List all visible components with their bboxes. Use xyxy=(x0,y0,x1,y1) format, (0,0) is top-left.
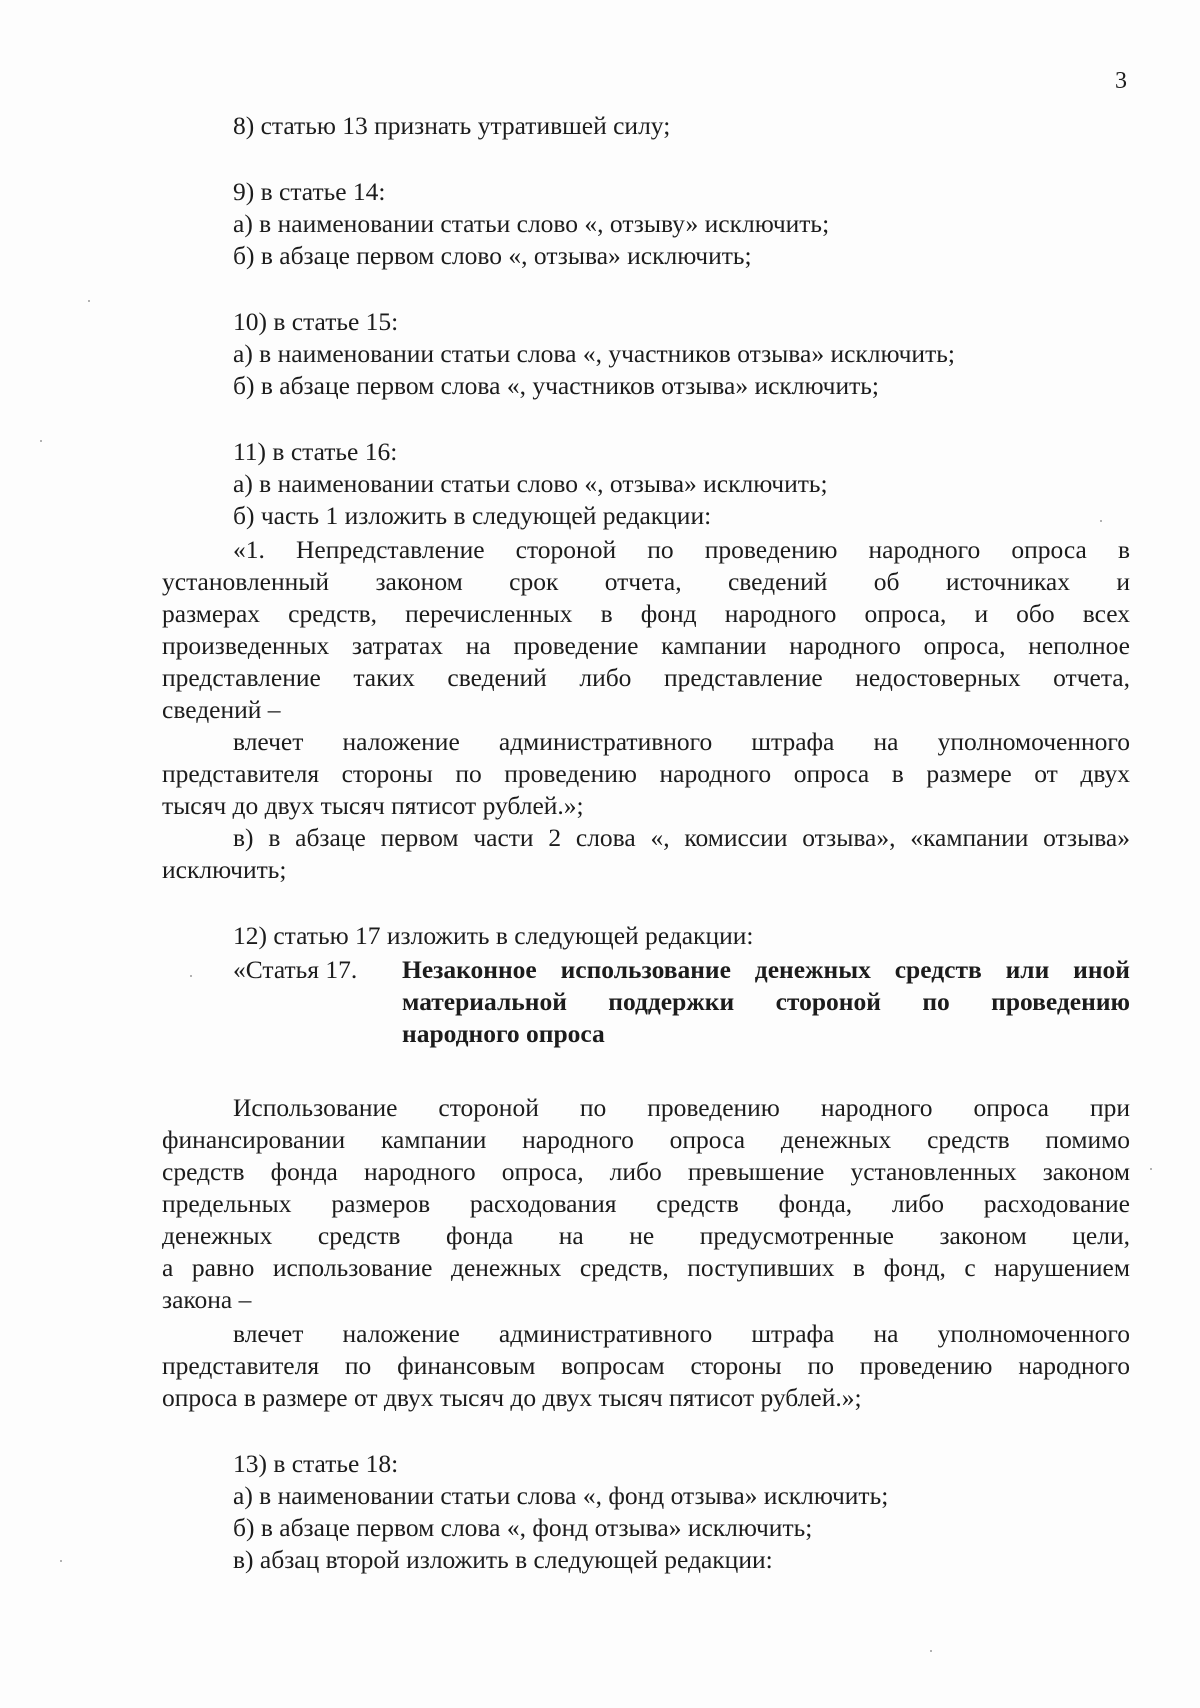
article-17-sanction-line: влечет наложение административного штрафа на уполномоченного xyxy=(233,1319,1130,1348)
scan-speck xyxy=(88,300,90,302)
item-13b: б) в абзаце первом слова «, фонд отзыва» исключить; xyxy=(233,1513,813,1542)
article-17-body-line: денежных средств фонда на не предусмотренные законом цели, xyxy=(162,1221,1130,1250)
article-17-title: народного опроса xyxy=(402,1019,605,1048)
item-10: 10) в статье 15: xyxy=(233,307,399,336)
scan-speck xyxy=(1150,1168,1152,1170)
article-17-body-line: закона – xyxy=(162,1285,252,1314)
page-number: 3 xyxy=(1115,68,1127,94)
item-13: 13) в статье 18: xyxy=(233,1449,399,1478)
item-13a: а) в наименовании статьи слова «, фонд отзыва» исключить; xyxy=(233,1481,889,1510)
item-11c-line: в) в абзаце первом части 2 слова «, комиссии отзыва», «кампании отзыва» xyxy=(233,823,1130,852)
article-17-body-line: а равно использование денежных средств, поступивших в фонд, с нарушением xyxy=(162,1253,1130,1282)
quote-part1-line: представление таких сведений либо представление недостоверных отчета, xyxy=(162,663,1130,692)
item-13c: в) абзац второй изложить в следующей редакции: xyxy=(233,1545,773,1574)
item-9b: б) в абзаце первом слово «, отзыва» исключить; xyxy=(233,241,752,270)
quote-part1-line: сведений – xyxy=(162,695,281,724)
scan-speck xyxy=(1100,520,1102,522)
scan-speck xyxy=(40,440,42,442)
item-11b: б) часть 1 изложить в следующей редакции: xyxy=(233,501,712,530)
article-17-body-line: предельных размеров расходования средств фонда, либо расходование xyxy=(162,1189,1130,1218)
item-9a: а) в наименовании статьи слово «, отзыву» исключить; xyxy=(233,209,830,238)
quote-part1-line: размерах средств, перечисленных в фонд народного опроса, и обо всех xyxy=(162,599,1130,628)
article-17-body-line: средств фонда народного опроса, либо превышение установленных законом xyxy=(162,1157,1130,1186)
item-11c-line: исключить; xyxy=(162,855,287,884)
quote-part1-line: произведенных затратах на проведение кампании народного опроса, неполное xyxy=(162,631,1130,660)
item-9: 9) в статье 14: xyxy=(233,177,386,206)
article-17-body-line: Использование стороной по проведению народного опроса при xyxy=(233,1093,1130,1122)
article-17-sanction-line: опроса в размере от двух тысяч до двух тысяч пятисот рублей.»; xyxy=(162,1383,862,1412)
article-17-sanction-line: представителя по финансовым вопросам стороны по проведению народного xyxy=(162,1351,1130,1380)
item-12: 12) статью 17 изложить в следующей редакции: xyxy=(233,921,754,950)
item-8: 8) статью 13 признать утратившей силу; xyxy=(233,111,671,140)
scan-speck xyxy=(60,1560,62,1562)
item-11a: а) в наименовании статьи слово «, отзыва» исключить; xyxy=(233,469,828,498)
scan-speck xyxy=(930,1650,932,1652)
quote-sanction-line: тысяч до двух тысяч пятисот рублей.»; xyxy=(162,791,584,820)
quote-part1-line: «1. Непредставление стороной по проведению народного опроса в xyxy=(233,535,1130,564)
item-10b: б) в абзаце первом слова «, участников отзыва» исключить; xyxy=(233,371,879,400)
article-17-title: Незаконное использование денежных средств или иной xyxy=(402,955,1130,984)
item-10a: а) в наименовании статьи слова «, участников отзыва» исключить; xyxy=(233,339,955,368)
article-17-label: «Статья 17. xyxy=(233,955,358,984)
article-17-title: материальной поддержки стороной по проведению xyxy=(402,987,1130,1016)
article-17-body-line: финансировании кампании народного опроса денежных средств помимо xyxy=(162,1125,1130,1154)
item-11: 11) в статье 16: xyxy=(233,437,398,466)
quote-part1-line: установленный законом срок отчета, сведений об источниках и xyxy=(162,567,1130,596)
quote-sanction-line: представителя стороны по проведению народного опроса в размере от двух xyxy=(162,759,1130,788)
scan-speck xyxy=(190,975,192,977)
quote-sanction-line: влечет наложение административного штрафа на уполномоченного xyxy=(233,727,1130,756)
